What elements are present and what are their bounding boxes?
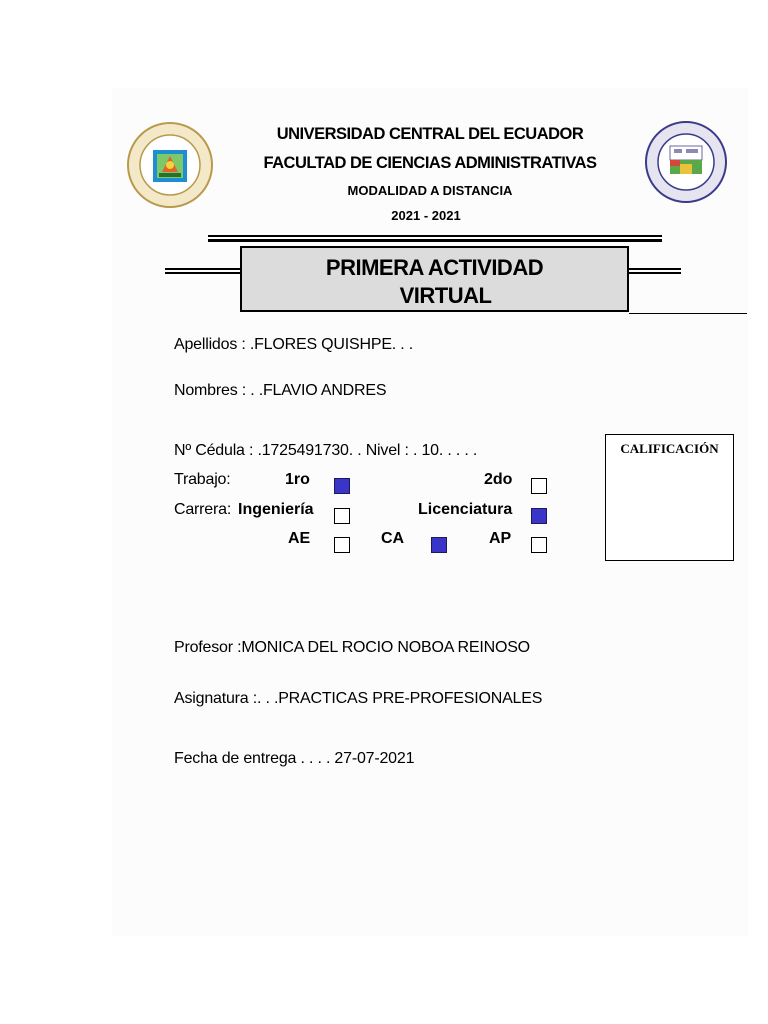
apellidos-field: Apellidos : .FLORES QUISHPE. . .: [174, 336, 414, 353]
checkbox-ae[interactable]: [334, 537, 350, 553]
nombres-field: Nombres : . .FLAVIO ANDRES: [174, 382, 387, 399]
modality: MODALIDAD A DISTANCIA: [347, 183, 513, 198]
section-divider: [629, 313, 747, 314]
checkbox-1ro[interactable]: [334, 478, 350, 494]
option-ca-label: CA: [381, 530, 405, 547]
option-ingenieria-label: Ingeniería: [238, 501, 314, 518]
asignatura-field: Asignatura :. . .PRACTICAS PRE-PROFESIONALES: [174, 690, 543, 707]
option-ae-label: AE: [288, 530, 311, 547]
carrera-label: Carrera:: [174, 501, 232, 518]
title-rule-left: [165, 268, 240, 270]
faculty-name: FACULTAD DE CIENCIAS ADMINISTRATIVAS: [263, 154, 597, 172]
activity-title-box: [240, 246, 629, 312]
title-rule-right-2: [629, 272, 681, 274]
option-1ro-label: 1ro: [285, 471, 310, 488]
header-rule-top: [208, 235, 662, 237]
grade-box-label: CALIFICACIÓN: [620, 441, 719, 456]
profesor-field: Profesor :MONICA DEL ROCIO NOBOA REINOSO: [174, 639, 530, 656]
activity-title-line2: VIRTUAL: [399, 283, 492, 308]
checkbox-licenciatura[interactable]: [531, 508, 547, 524]
checkbox-2do[interactable]: [531, 478, 547, 494]
option-2do-label: 2do: [484, 471, 513, 488]
checkbox-ingenieria[interactable]: [334, 508, 350, 524]
header-rule-bottom: [208, 239, 662, 242]
grade-box[interactable]: [605, 434, 734, 561]
option-licenciatura-label: Licenciatura: [418, 501, 513, 518]
title-rule-left-2: [165, 272, 240, 274]
option-ap-label: AP: [489, 530, 512, 547]
trabajo-label: Trabajo:: [174, 471, 231, 488]
checkbox-ap[interactable]: [531, 537, 547, 553]
academic-period: 2021 - 2021: [391, 208, 461, 223]
activity-title-line1: PRIMERA ACTIVIDAD: [325, 255, 544, 280]
cedula-nivel-field: Nº Cédula : .1725491730. . Nivel : . 10. . . . .: [174, 442, 478, 459]
university-name: UNIVERSIDAD CENTRAL DEL ECUADOR: [276, 125, 584, 143]
fecha-entrega-field: Fecha de entrega . . . . 27-07-2021: [174, 750, 415, 767]
title-rule-right: [629, 268, 681, 270]
checkbox-ca[interactable]: [431, 537, 447, 553]
